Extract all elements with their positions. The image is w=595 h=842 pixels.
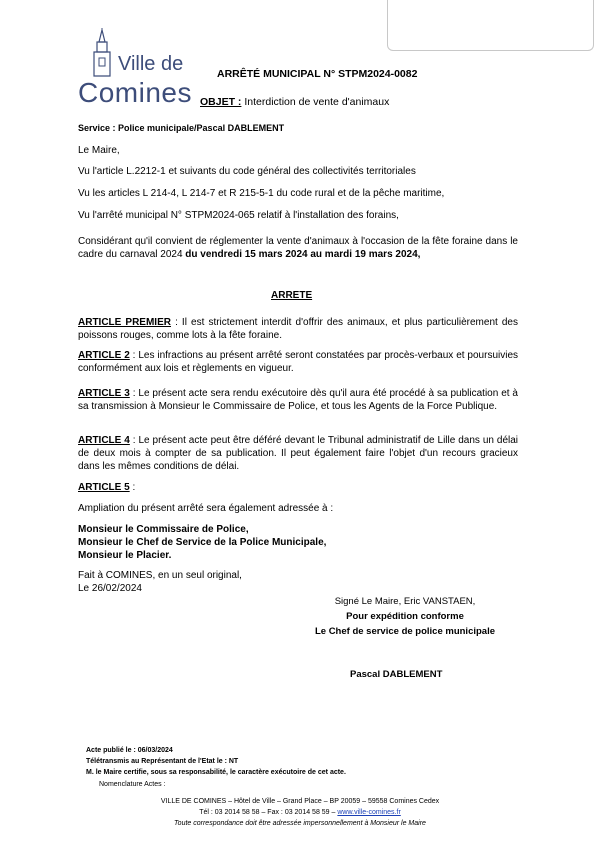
ampliation: Ampliation du présent arrêté sera également adressée à : bbox=[78, 503, 334, 514]
signatory-name: Pascal DABLEMENT bbox=[350, 669, 443, 680]
arrete-heading: ARRETE bbox=[271, 290, 313, 301]
arrete-title: ARRÊTÉ MUNICIPAL N° STPM2024-0082 bbox=[217, 68, 418, 80]
fait-a: Fait à COMINES, en un seul original, bbox=[78, 570, 242, 581]
article-1-label: ARTICLE PREMIER bbox=[78, 317, 171, 328]
logo-comines-text: Comines bbox=[78, 77, 192, 108]
acte-publie: Acte publié le : 06/03/2024 bbox=[86, 747, 173, 754]
vu-2: Vu les articles L 214-4, L 214-7 et R 215-5-1 du code rural et de la pêche maritime, bbox=[78, 188, 445, 199]
certifie: M. le Maire certifie, sous sa responsabilité, le caractère exécutoire de cet acte. bbox=[86, 769, 346, 776]
considerant-dates: du vendredi 15 mars 2024 au mardi 19 mars 2024, bbox=[185, 249, 421, 260]
footer-correspondance: Toute correspondance doit être adressée impersonnellement à Monsieur le Maire bbox=[174, 820, 426, 827]
destinataire-2: Monsieur le Chef de Service de la Police Municipale, bbox=[78, 537, 327, 548]
article-1 bbox=[78, 316, 518, 342]
article-3-label: ARTICLE 3 bbox=[78, 388, 130, 399]
destinataire-1: Monsieur le Commissaire de Police, bbox=[78, 524, 249, 535]
church-tower-icon bbox=[82, 28, 122, 78]
article-5-label: ARTICLE 5 bbox=[78, 482, 130, 493]
objet-line bbox=[200, 96, 389, 108]
destinataire-3: Monsieur le Placier. bbox=[78, 550, 172, 561]
logo-ville-text: Ville de bbox=[118, 53, 184, 75]
footer-address: VILLE DE COMINES – Hôtel de Ville – Grand Place – BP 20059 – 59558 Comines Cedex bbox=[160, 798, 440, 805]
article-4 bbox=[78, 434, 518, 473]
article-3-text: : Le présent acte sera rendu exécutoire dès qu'il aura été procédé à sa publication et à sa transmission à Monsieur le Commissaire de Police, et tous les Agents de la Force Publique. bbox=[78, 388, 518, 412]
footer-contact bbox=[90, 808, 510, 818]
nomenclature: Nomenclature Actes : bbox=[99, 781, 166, 788]
signe-le-maire: Signé Le Maire, Eric VANSTAEN, bbox=[334, 596, 476, 607]
article-2 bbox=[78, 349, 518, 375]
article-2-text: : Les infractions au présent arrêté seront constatées par procès-verbaux et poursuivies conformément aux lois et règlements en vigueur. bbox=[78, 350, 519, 374]
article-5-text: : bbox=[129, 482, 136, 493]
objet-text: Interdiction de vente d'animaux bbox=[241, 96, 390, 108]
website-link[interactable]: www.ville-comines.fr bbox=[337, 809, 401, 816]
considerant bbox=[78, 235, 518, 261]
vu-3: Vu l'arrêté municipal N° STPM2024-065 relatif à l'installation des forains, bbox=[78, 210, 399, 221]
comines-logo bbox=[78, 28, 198, 108]
considerant-text: Considérant qu'il convient de réglementer la vente d'animaux à l'occasion de la fête foraine dans le cadre du carnaval 2024 bbox=[78, 236, 518, 260]
chef-service: Le Chef de service de police municipale bbox=[314, 626, 496, 637]
service-line: Service : Police municipale/Pascal DABLEMENT bbox=[78, 123, 285, 133]
article-4-text: : Le présent acte peut être déféré devant le Tribunal administratif de Lille dans un délai de deux mois à compter de sa publication. Il peut également faire l'objet d'un recours gracieux dans les mêmes conditions de délai. bbox=[78, 435, 519, 472]
article-2-label: ARTICLE 2 bbox=[78, 350, 130, 361]
le-maire: Le Maire, bbox=[78, 145, 120, 156]
pour-expedition: Pour expédition conforme bbox=[346, 611, 464, 622]
footer-tel: Tél : 03 2014 58 58 – Fax : 03 2014 58 59 – bbox=[199, 809, 338, 816]
date: Le 26/02/2024 bbox=[78, 583, 142, 594]
objet-label: OBJET : bbox=[200, 96, 242, 108]
article-5 bbox=[78, 481, 518, 494]
article-3 bbox=[78, 387, 518, 413]
teletransmis: Télétransmis au Représentant de l'Etat le : NT bbox=[86, 758, 239, 765]
vu-1: Vu l'article L.2212-1 et suivants du code général des collectivités territoriales bbox=[78, 166, 416, 177]
article-1-text: : Il est strictement interdit d'offrir des animaux, et plus particulièrement des poissons rouges, comme lots à la fête foraine. bbox=[78, 317, 518, 341]
article-4-label: ARTICLE 4 bbox=[78, 435, 130, 446]
stamp-box bbox=[387, 0, 594, 51]
